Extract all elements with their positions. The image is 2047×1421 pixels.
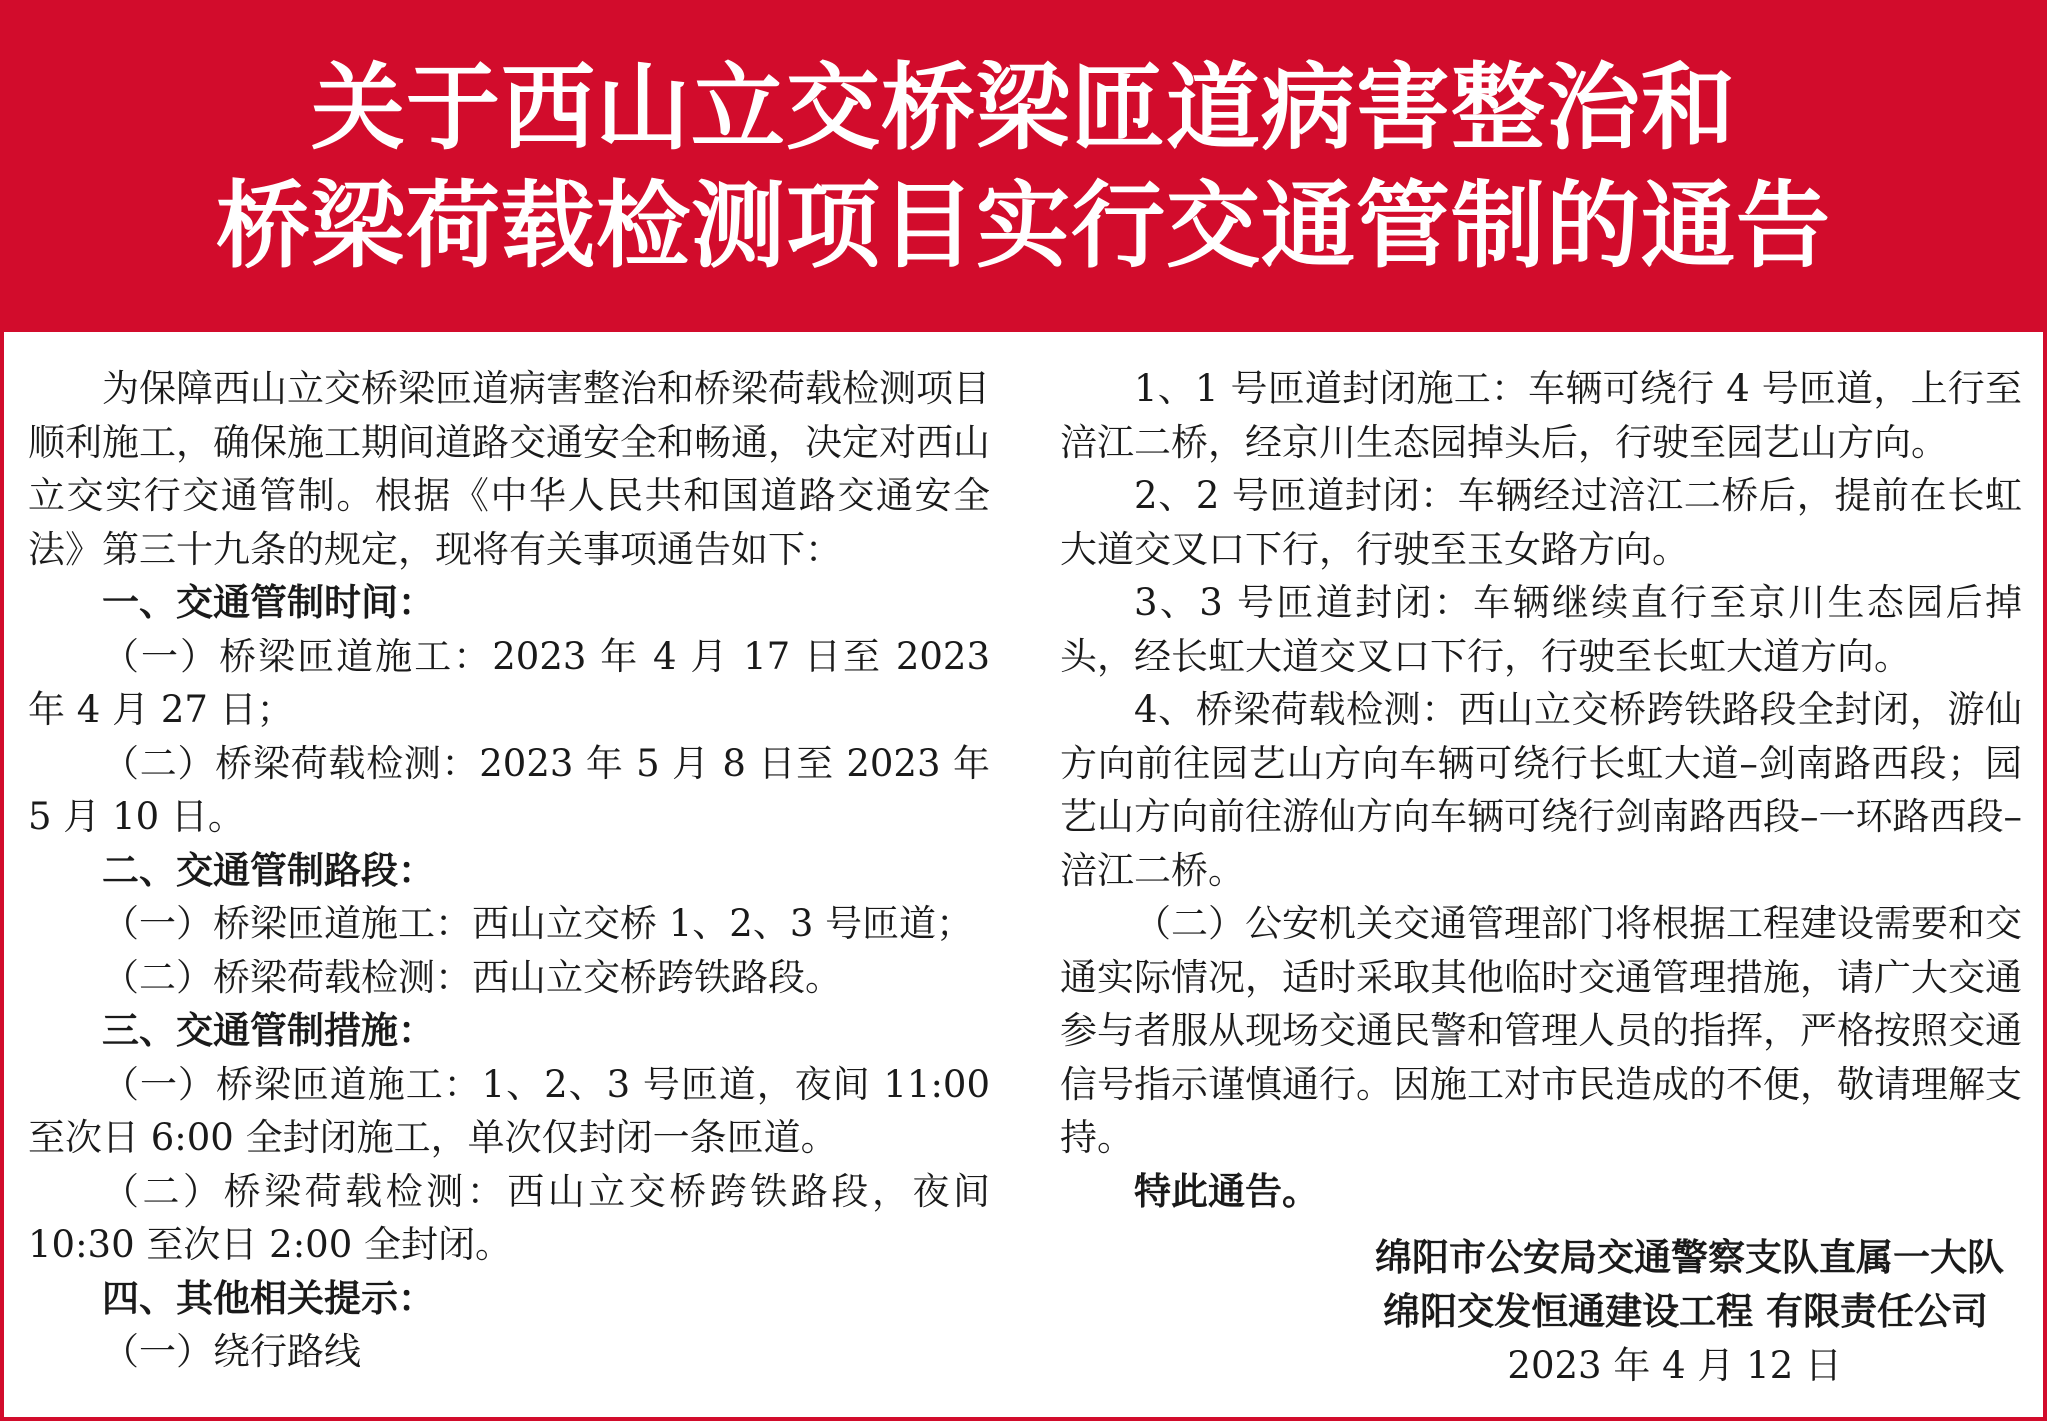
signature-org-police: 绵阳市公安局交通警察支队直属一大队 [1375, 1236, 2004, 1279]
detour-load-test: 4、桥梁荷载检测：西山立交桥跨铁路段全封闭，游仙方向前往园艺山方向车辆可绕行长虹大道–剑南路西段；园艺山方向前往游仙方向车辆可绕行剑南路西段–一环路西段–涪江二桥。 [1060, 688, 2022, 892]
road-item-ramp: （一）桥梁匝道施工：西山立交桥 1、2、3 号匝道； [102, 902, 974, 945]
section-heading-time: 一、交通管制时间： [102, 581, 435, 624]
signature-org-company: 绵阳交发恒通建设工程 有限责任公司 [1383, 1290, 1988, 1333]
section-heading-notes: 四、其他相关提示： [102, 1276, 435, 1320]
detour-ramp-3: 3、3 号匝道封闭：车辆继续直行至京川生态园后掉头，经长虹大道交叉口下行，行驶至长虹大道方向。 [1060, 581, 2022, 678]
signature-date: 2023 年 4 月 12 日 [1507, 1344, 1842, 1387]
detour-ramp-2: 2、2 号匝道封闭：车辆经过涪江二桥后，提前在长虹大道交叉口下行，行驶至玉女路方向。 [1060, 474, 2022, 571]
time-item-load-test: （二）桥梁荷载检测：2023 年 5 月 8 日至 2023 年 5 月 10 日。 [28, 741, 990, 838]
right-column [1060, 362, 2022, 1218]
signature-block [1060, 1231, 2022, 1393]
measures-item-load-test: （二）桥梁荷载检测：西山立交桥跨铁路段，夜间 10:30 至次日 2:00 全封闭。 [28, 1169, 990, 1266]
section-heading-measures: 三、交通管制措施： [102, 1009, 435, 1052]
intro-paragraph: 为保障西山立交桥梁匝道病害整治和桥梁荷载检测项目顺利施工，确保施工期间道路交通安全和畅通，决定对西山立交实行交通管制。根据《中华人民共和国道路交通安全法》第三十九条的规定，现将有关事项通告如下： [28, 367, 990, 571]
closing-line: 特此通告。 [1134, 1169, 1319, 1213]
notice-header [4, 4, 2043, 332]
notes-item-detour: （一）绕行路线 [102, 1330, 361, 1373]
title-line-1: 关于西山立交桥梁匝道病害整治和 [310, 54, 1736, 163]
road-item-load-test: （二）桥梁荷载检测：西山立交桥跨铁路段。 [102, 955, 842, 999]
detour-ramp-1: 1、1 号匝道封闭施工：车辆可绕行 4 号匝道，上行至涪江二桥，经京川生态园掉头后，行驶至园艺山方向。 [1060, 367, 2022, 464]
measures-item-ramp: （一）桥梁匝道施工：1、2、3 号匝道，夜间 11:00 至次日 6:00 全封闭施工，单次仅封闭一条匝道。 [28, 1062, 990, 1159]
section-heading-road: 二、交通管制路段： [102, 848, 435, 892]
notes-item-temporary-measures: （二）公安机关交通管理部门将根据工程建设需要和交通实际情况，适时采取其他临时交通管理措施，请广大交通参与者服从现场交通民警和管理人员的指挥，严格按照交通信号指示谨慎通行。因施工对市民造成的不便，敬请理解支持。 [1060, 902, 2022, 1159]
time-item-ramp: （一）桥梁匝道施工：2023 年 4 月 17 日至 2023 年 4 月 27 日； [28, 634, 990, 731]
title-line-2: 桥梁荷载检测项目实行交通管制的通告 [215, 172, 1831, 281]
left-column [28, 362, 990, 1379]
